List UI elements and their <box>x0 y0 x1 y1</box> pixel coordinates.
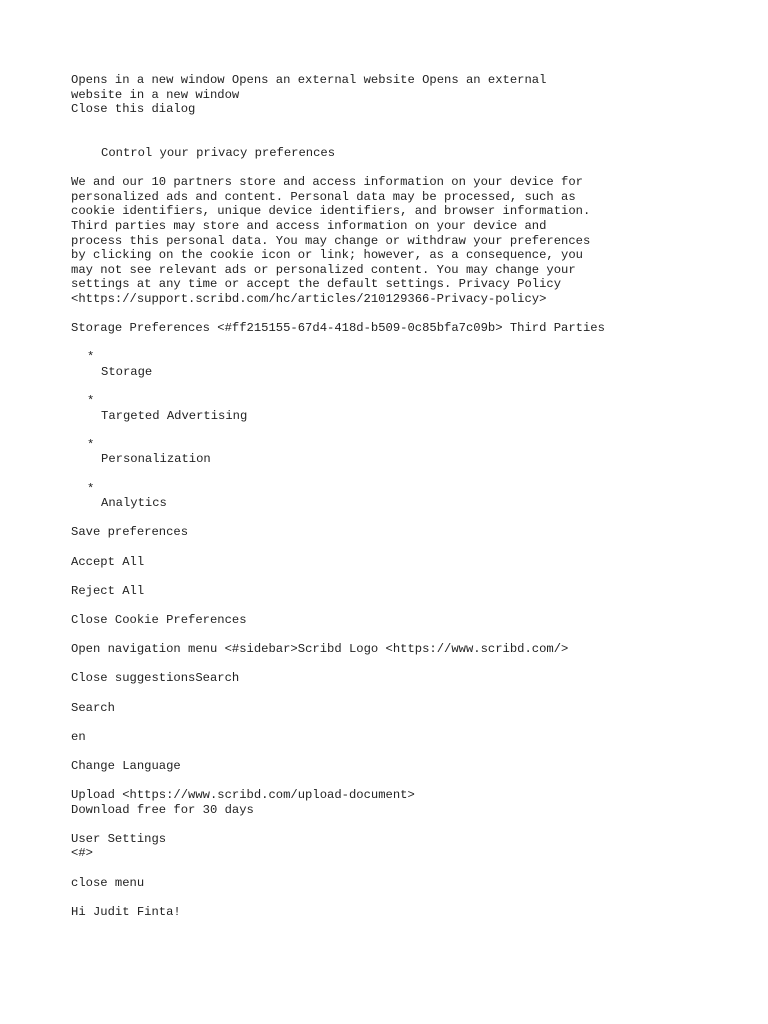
change-language-button[interactable]: Change Language <box>71 758 181 773</box>
link-hints-line-1 <box>71 73 731 88</box>
close-menu-button[interactable]: close menu <box>71 875 145 890</box>
privacy-body-line: cookie identifiers, unique device identifiers, and browser information. <box>71 204 591 219</box>
privacy-body-line: by clicking on the cookie icon or link; however, as a consequence, you <box>71 248 583 263</box>
tab-storage-preferences-ref: <#ff215155-67d4-418d-b509-0c85bfa7c09b> <box>217 321 503 336</box>
sidebar-ref: <#sidebar> <box>224 642 298 657</box>
category-label: Personalization <box>101 452 211 467</box>
preference-tabs <box>71 321 731 336</box>
search-button[interactable]: Search <box>71 700 115 715</box>
user-settings-ref: <#> <box>71 846 93 861</box>
privacy-body-line: may not see relevant ads or personalized content. You may change your <box>71 262 576 277</box>
upload-line <box>71 788 731 803</box>
privacy-body-line: We and our 10 partners store and access information on your device for <box>71 175 583 190</box>
privacy-body <box>71 175 731 306</box>
page-content <box>71 73 731 919</box>
opens-new-window-text: Opens in a new window <box>71 73 225 87</box>
privacy-body-line: process this personal data. You may change or withdraw your preferences <box>71 233 591 248</box>
close-dialog-button[interactable]: Close this dialog <box>71 102 196 117</box>
scribd-logo-link[interactable]: Scribd Logo <box>297 642 379 657</box>
privacy-body-line-last: settings at any time or accept the default settings. Privacy Policy <box>71 277 562 292</box>
search-suggestions-line <box>71 671 731 686</box>
category-personalization[interactable] <box>71 438 731 467</box>
category-storage[interactable] <box>71 350 731 379</box>
nav-line <box>71 642 731 657</box>
category-label: Targeted Advertising <box>101 408 248 423</box>
privacy-title: Control your privacy preferences <box>101 145 336 160</box>
list-bullet: * <box>87 394 95 409</box>
list-bullet: * <box>87 481 95 496</box>
reject-all-button[interactable]: Reject All <box>71 583 145 598</box>
category-analytics[interactable] <box>71 482 731 511</box>
upload-link[interactable]: Upload <box>71 788 115 803</box>
category-label: Storage <box>101 364 153 379</box>
privacy-body-line: Third parties may store and access information on your device and <box>71 218 547 233</box>
category-targeted-advertising[interactable] <box>71 394 731 423</box>
user-greeting: Hi Judit Finta! <box>71 904 181 919</box>
opens-external-new-window-text-2: website in a new window <box>71 87 240 102</box>
download-free-link[interactable]: Download free for 30 days <box>71 802 254 817</box>
privacy-policy-link[interactable]: Privacy Policy <box>458 277 562 292</box>
tab-storage-preferences[interactable]: Storage Preferences <box>71 321 210 336</box>
upload-url: <https://www.scribd.com/upload-document> <box>122 788 415 803</box>
search-inline-label: Search <box>195 671 240 686</box>
scribd-logo-url: <https://www.scribd.com/> <box>385 642 569 657</box>
privacy-policy-url: <https://support.scribd.com/hc/articles/210129366-Privacy-policy> <box>71 291 547 306</box>
close-cookie-preferences-button[interactable]: Close Cookie Preferences <box>71 612 247 627</box>
opens-external-new-window-text-1: Opens an external <box>422 73 547 87</box>
tab-third-parties[interactable]: Third Parties <box>509 321 605 336</box>
user-settings-link[interactable]: User Settings <box>71 831 167 846</box>
accept-all-button[interactable]: Accept All <box>71 554 145 569</box>
opens-external-text: Opens an external website <box>231 73 415 87</box>
list-bullet: * <box>87 437 95 452</box>
category-label: Analytics <box>101 496 167 511</box>
language-code: en <box>71 729 86 744</box>
close-suggestions-button[interactable]: Close suggestions <box>71 671 196 686</box>
privacy-body-line: personalized ads and content. Personal data may be processed, such as <box>71 189 576 204</box>
preference-category-list <box>71 350 731 511</box>
save-preferences-button[interactable]: Save preferences <box>71 525 189 540</box>
list-bullet: * <box>87 350 95 365</box>
open-navigation-menu-button[interactable]: Open navigation menu <box>71 642 218 657</box>
